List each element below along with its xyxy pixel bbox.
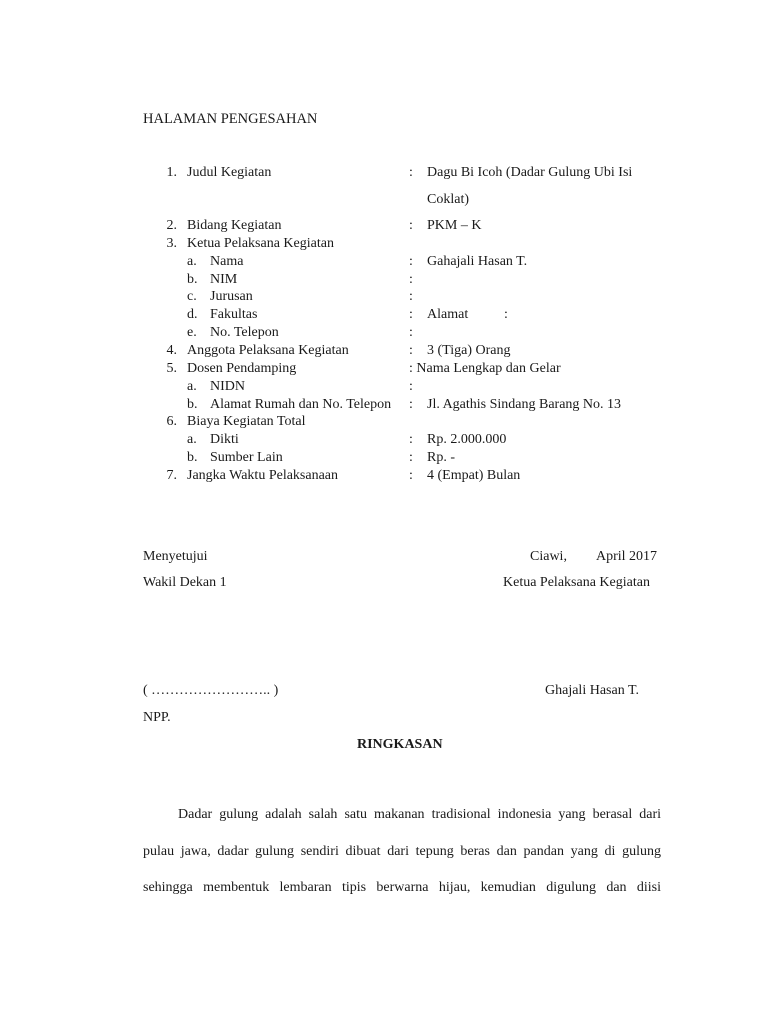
signing-city: Ciawi, [530,549,567,564]
item-value: 4 (Empat) Bulan [427,468,521,483]
summary-paragraph-line: pulau jawa, dadar gulung sendiri dibuat dari tepung beras dan pandan yang di gulung [143,844,661,859]
summary-paragraph-line: sehingga membentuk lembaran tipis berwarna hijau, kemudian digulung dan diisi [143,880,661,895]
summary-paragraph-line: Dadar gulung adalah salah satu makanan tradisional indonesia yang berasal dari [178,807,661,822]
subitem-label: NIDN [210,379,245,394]
item-colon: : [409,307,413,322]
item-value: Rp. - [427,450,455,465]
approval-label: Menyetujui [143,549,208,564]
item-number: 1. [166,165,177,180]
item-colon: : [409,218,413,233]
chair-title: Ketua Pelaksana Kegiatan [503,575,650,590]
subitem-letter: a. [187,254,197,269]
item-colon: : [409,343,413,358]
subitem-label: No. Telepon [210,325,279,340]
subitem-label: NIM [210,272,238,287]
item-colon: : [409,289,413,304]
approver-name-placeholder: ( …………………….. ) [143,683,279,698]
item-label: Dosen Pendamping [187,361,297,376]
subitem-letter: e. [187,325,197,340]
item-label: Anggota Pelaksana Kegiatan [187,343,349,358]
item-label: Biaya Kegiatan Total [187,414,306,429]
item-value: Jl. Agathis Sindang Barang No. 13 [427,397,622,412]
item-value-continued: Coklat) [427,192,469,207]
item-number: 4. [166,343,177,358]
item-value: 3 (Tiga) Orang [427,343,511,358]
item-value: Alamat [427,307,469,322]
subitem-letter: b. [187,397,198,412]
subitem-label: Nama [210,254,244,269]
subitem-label: Fakultas [210,307,258,322]
subitem-letter: c. [187,289,197,304]
item-colon: : [409,432,413,447]
item-colon: : [409,468,413,483]
signing-date: April 2017 [596,549,658,564]
item-colon: : [409,165,413,180]
page-heading: HALAMAN PENGESAHAN [143,111,318,127]
subitem-letter: b. [187,272,198,287]
subitem-letter: b. [187,450,198,465]
subitem-label: Dikti [210,432,239,447]
item-value: Gahajali Hasan T. [427,254,528,269]
item-value: PKM – K [427,218,482,233]
item-number: 3. [166,236,177,251]
approver-title: Wakil Dekan 1 [143,575,227,590]
item-value-colon: : [504,307,508,322]
item-value: Dagu Bi Icoh (Dadar Gulung Ubi Isi [427,165,633,180]
item-label: Bidang Kegiatan [187,218,282,233]
item-value: Rp. 2.000.000 [427,432,507,447]
subitem-letter: a. [187,379,197,394]
item-colon: : [409,397,413,412]
subitem-label: Alamat Rumah dan No. Telepon [210,397,392,412]
item-label: Ketua Pelaksana Kegiatan [187,236,334,251]
subitem-label: Sumber Lain [210,450,283,465]
subitem-label: Jurusan [210,289,253,304]
item-number: 2. [166,218,177,233]
item-number: 6. [166,414,177,429]
subitem-letter: d. [187,307,198,322]
item-number: 7. [166,468,177,483]
approver-npp: NPP. [143,710,171,725]
item-label: Jangka Waktu Pelaksanaan [187,468,339,483]
item-value: : Nama Lengkap dan Gelar [409,361,561,376]
item-colon: : [409,379,413,394]
item-colon: : [409,272,413,287]
item-colon: : [409,325,413,340]
item-colon: : [409,450,413,465]
item-colon: : [409,254,413,269]
summary-title: RINGKASAN [357,737,443,752]
chair-name: Ghajali Hasan T. [545,683,639,698]
subitem-letter: a. [187,432,197,447]
item-number: 5. [166,361,177,376]
item-label: Judul Kegiatan [187,165,272,180]
